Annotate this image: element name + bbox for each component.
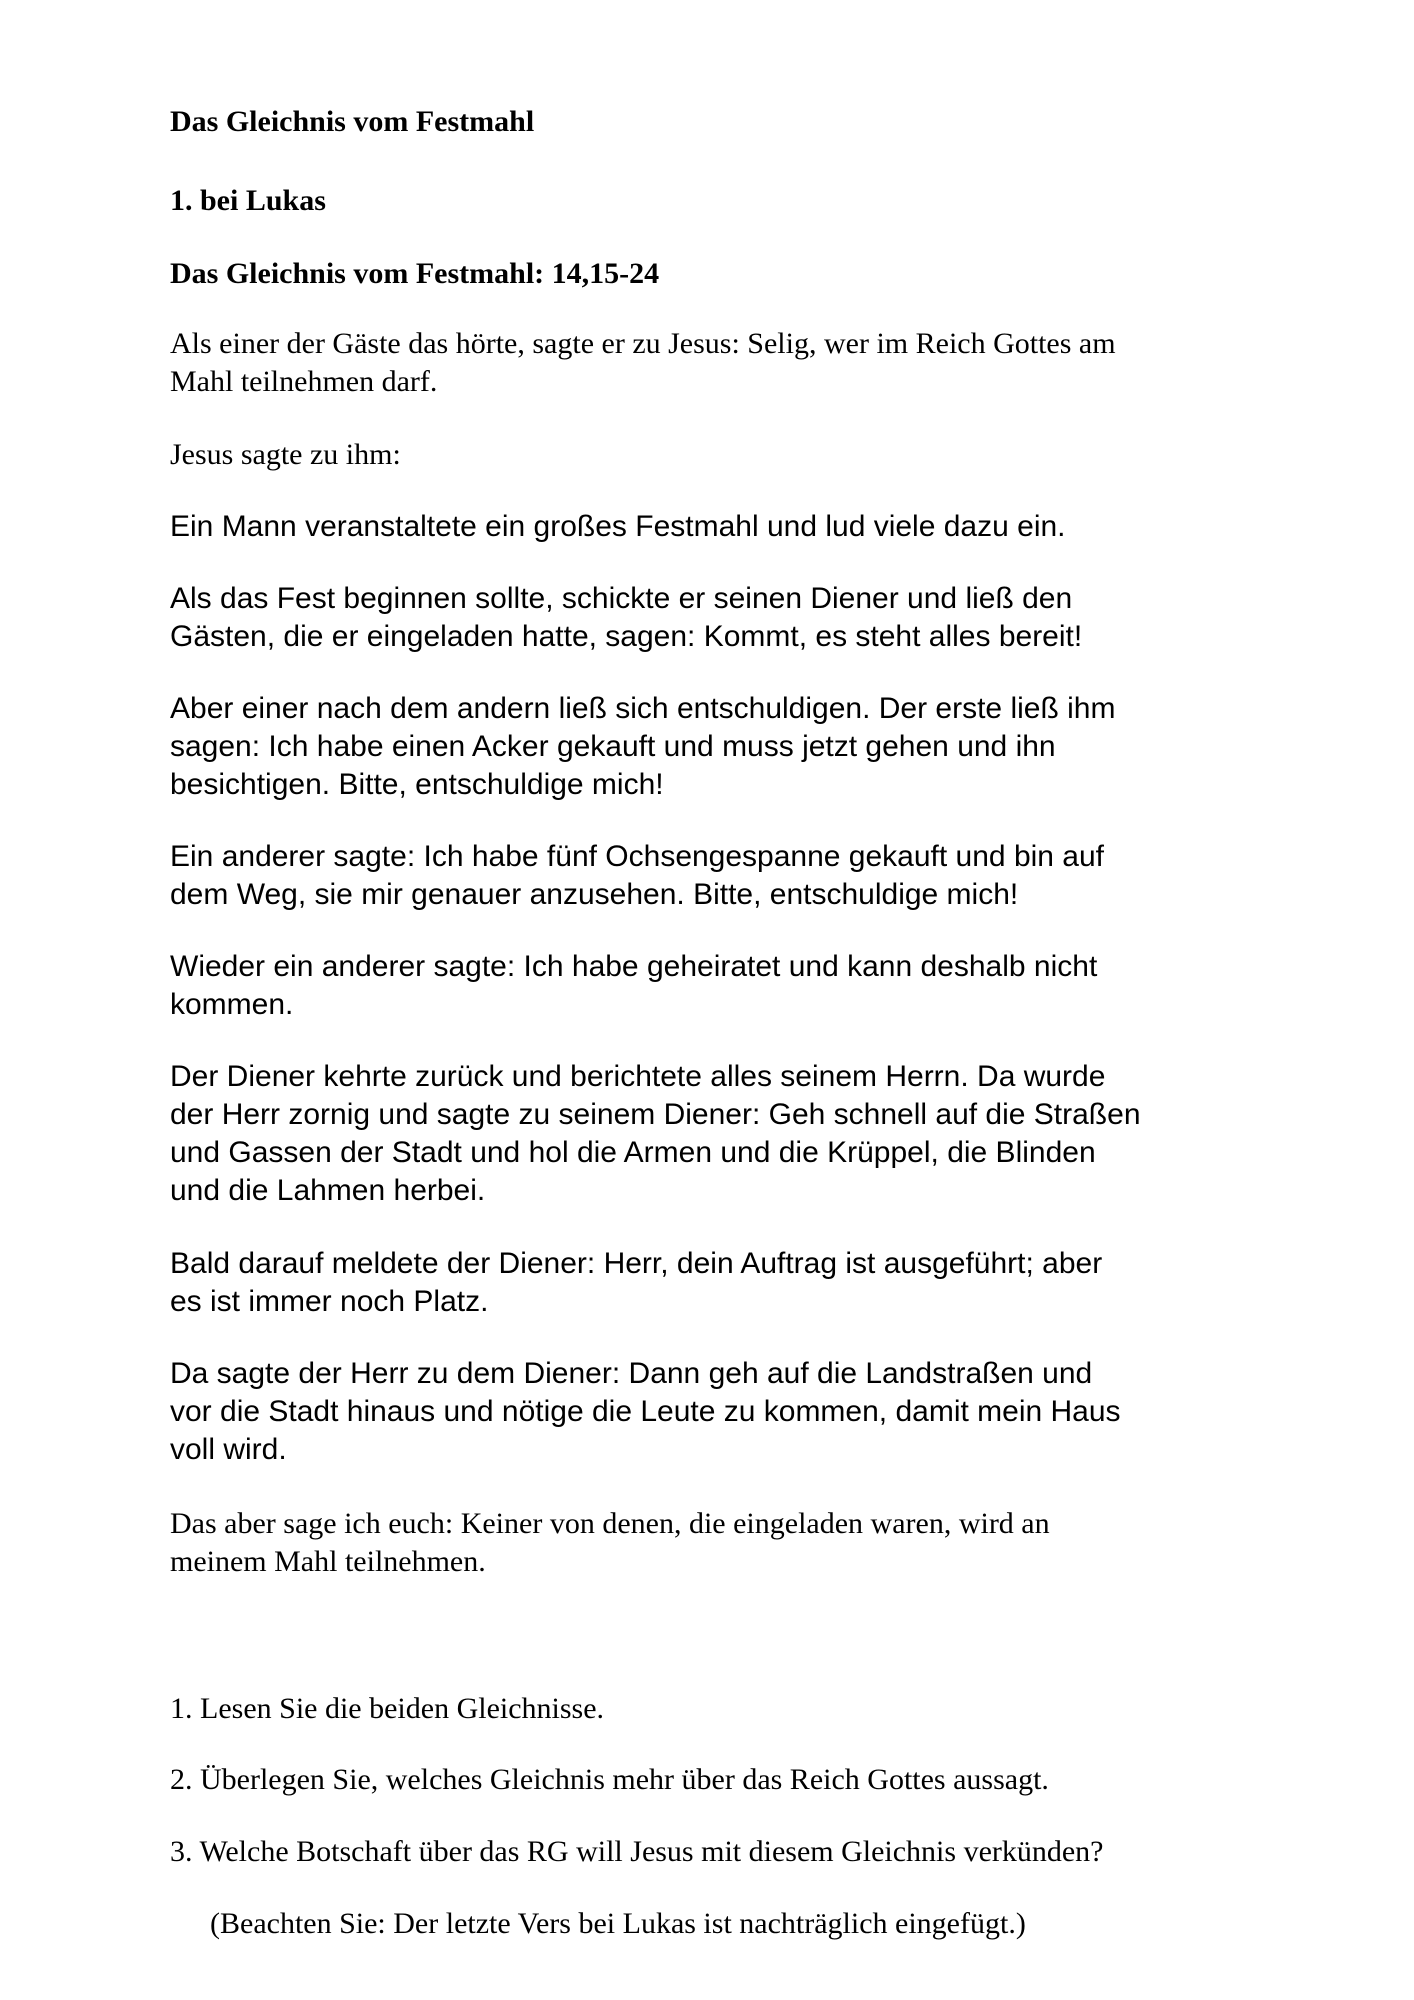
paragraph-2: Jesus sagte zu ihm: (170, 438, 401, 471)
paragraph-11: Das aber sage ich euch: Keiner von denen, die eingeladen waren, wird an meinem Mahl teilnehmen. (170, 1507, 1050, 1578)
paragraph-8: Der Diener kehrte zurück und berichtete alles seinem Herrn. Da wurde der Herr zornig und sagte zu seinem Diener: Geh schnell auf die Straßen und Gassen der Stadt und hol die Armen und die Krüppel, die Blinden und die Lahmen herbei. (170, 1060, 1141, 1207)
task-3: 3. Welche Botschaft über das RG will Jesus mit diesem Gleichnis verkünden? (170, 1835, 1104, 1868)
section-heading: 1. bei Lukas (170, 184, 326, 217)
paragraph-4: Als das Fest beginnen sollte, schickte er seinen Diener und ließ den Gästen, die er eingeladen hatte, sagen: Kommt, es steht alles bereit! (170, 582, 1083, 653)
paragraph-6: Ein anderer sagte: Ich habe fünf Ochsengespanne gekauft und bin auf dem Weg, sie mir genauer anzusehen. Bitte, entschuldige mich! (170, 840, 1105, 911)
document-page (170, 0, 1280, 2000)
paragraph-7: Wieder ein anderer sagte: Ich habe geheiratet und kann deshalb nicht kommen. (170, 950, 1098, 1021)
task-note: (Beachten Sie: Der letzte Vers bei Lukas ist nachträglich eingefügt.) (210, 1907, 1026, 1940)
task-2: 2. Überlegen Sie, welches Gleichnis mehr über das Reich Gottes aussagt. (170, 1763, 1049, 1796)
passage-heading: Das Gleichnis vom Festmahl: 14,15-24 (170, 257, 660, 290)
paragraph-5: Aber einer nach dem andern ließ sich entschuldigen. Der erste ließ ihm sagen: Ich habe einen Acker gekauft und muss jetzt gehen und ihn besichtigen. Bitte, entschuldige mich! (170, 692, 1116, 801)
paragraph-10: Da sagte der Herr zu dem Diener: Dann geh auf die Landstraßen und vor die Stadt hinaus und nötige die Leute zu kommen, damit mein Haus voll wird. (170, 1357, 1121, 1466)
task-1: 1. Lesen Sie die beiden Gleichnisse. (170, 1692, 605, 1725)
paragraph-3: Ein Mann veranstaltete ein großes Festmahl und lud viele dazu ein. (170, 510, 1066, 543)
paragraph-9: Bald darauf meldete der Diener: Herr, dein Auftrag ist ausgeführt; aber es ist immer noch Platz. (170, 1247, 1103, 1318)
paragraph-1: Als einer der Gäste das hörte, sagte er zu Jesus: Selig, wer im Reich Gottes am Mahl teilnehmen darf. (170, 327, 1116, 398)
document-title: Das Gleichnis vom Festmahl (170, 105, 535, 138)
